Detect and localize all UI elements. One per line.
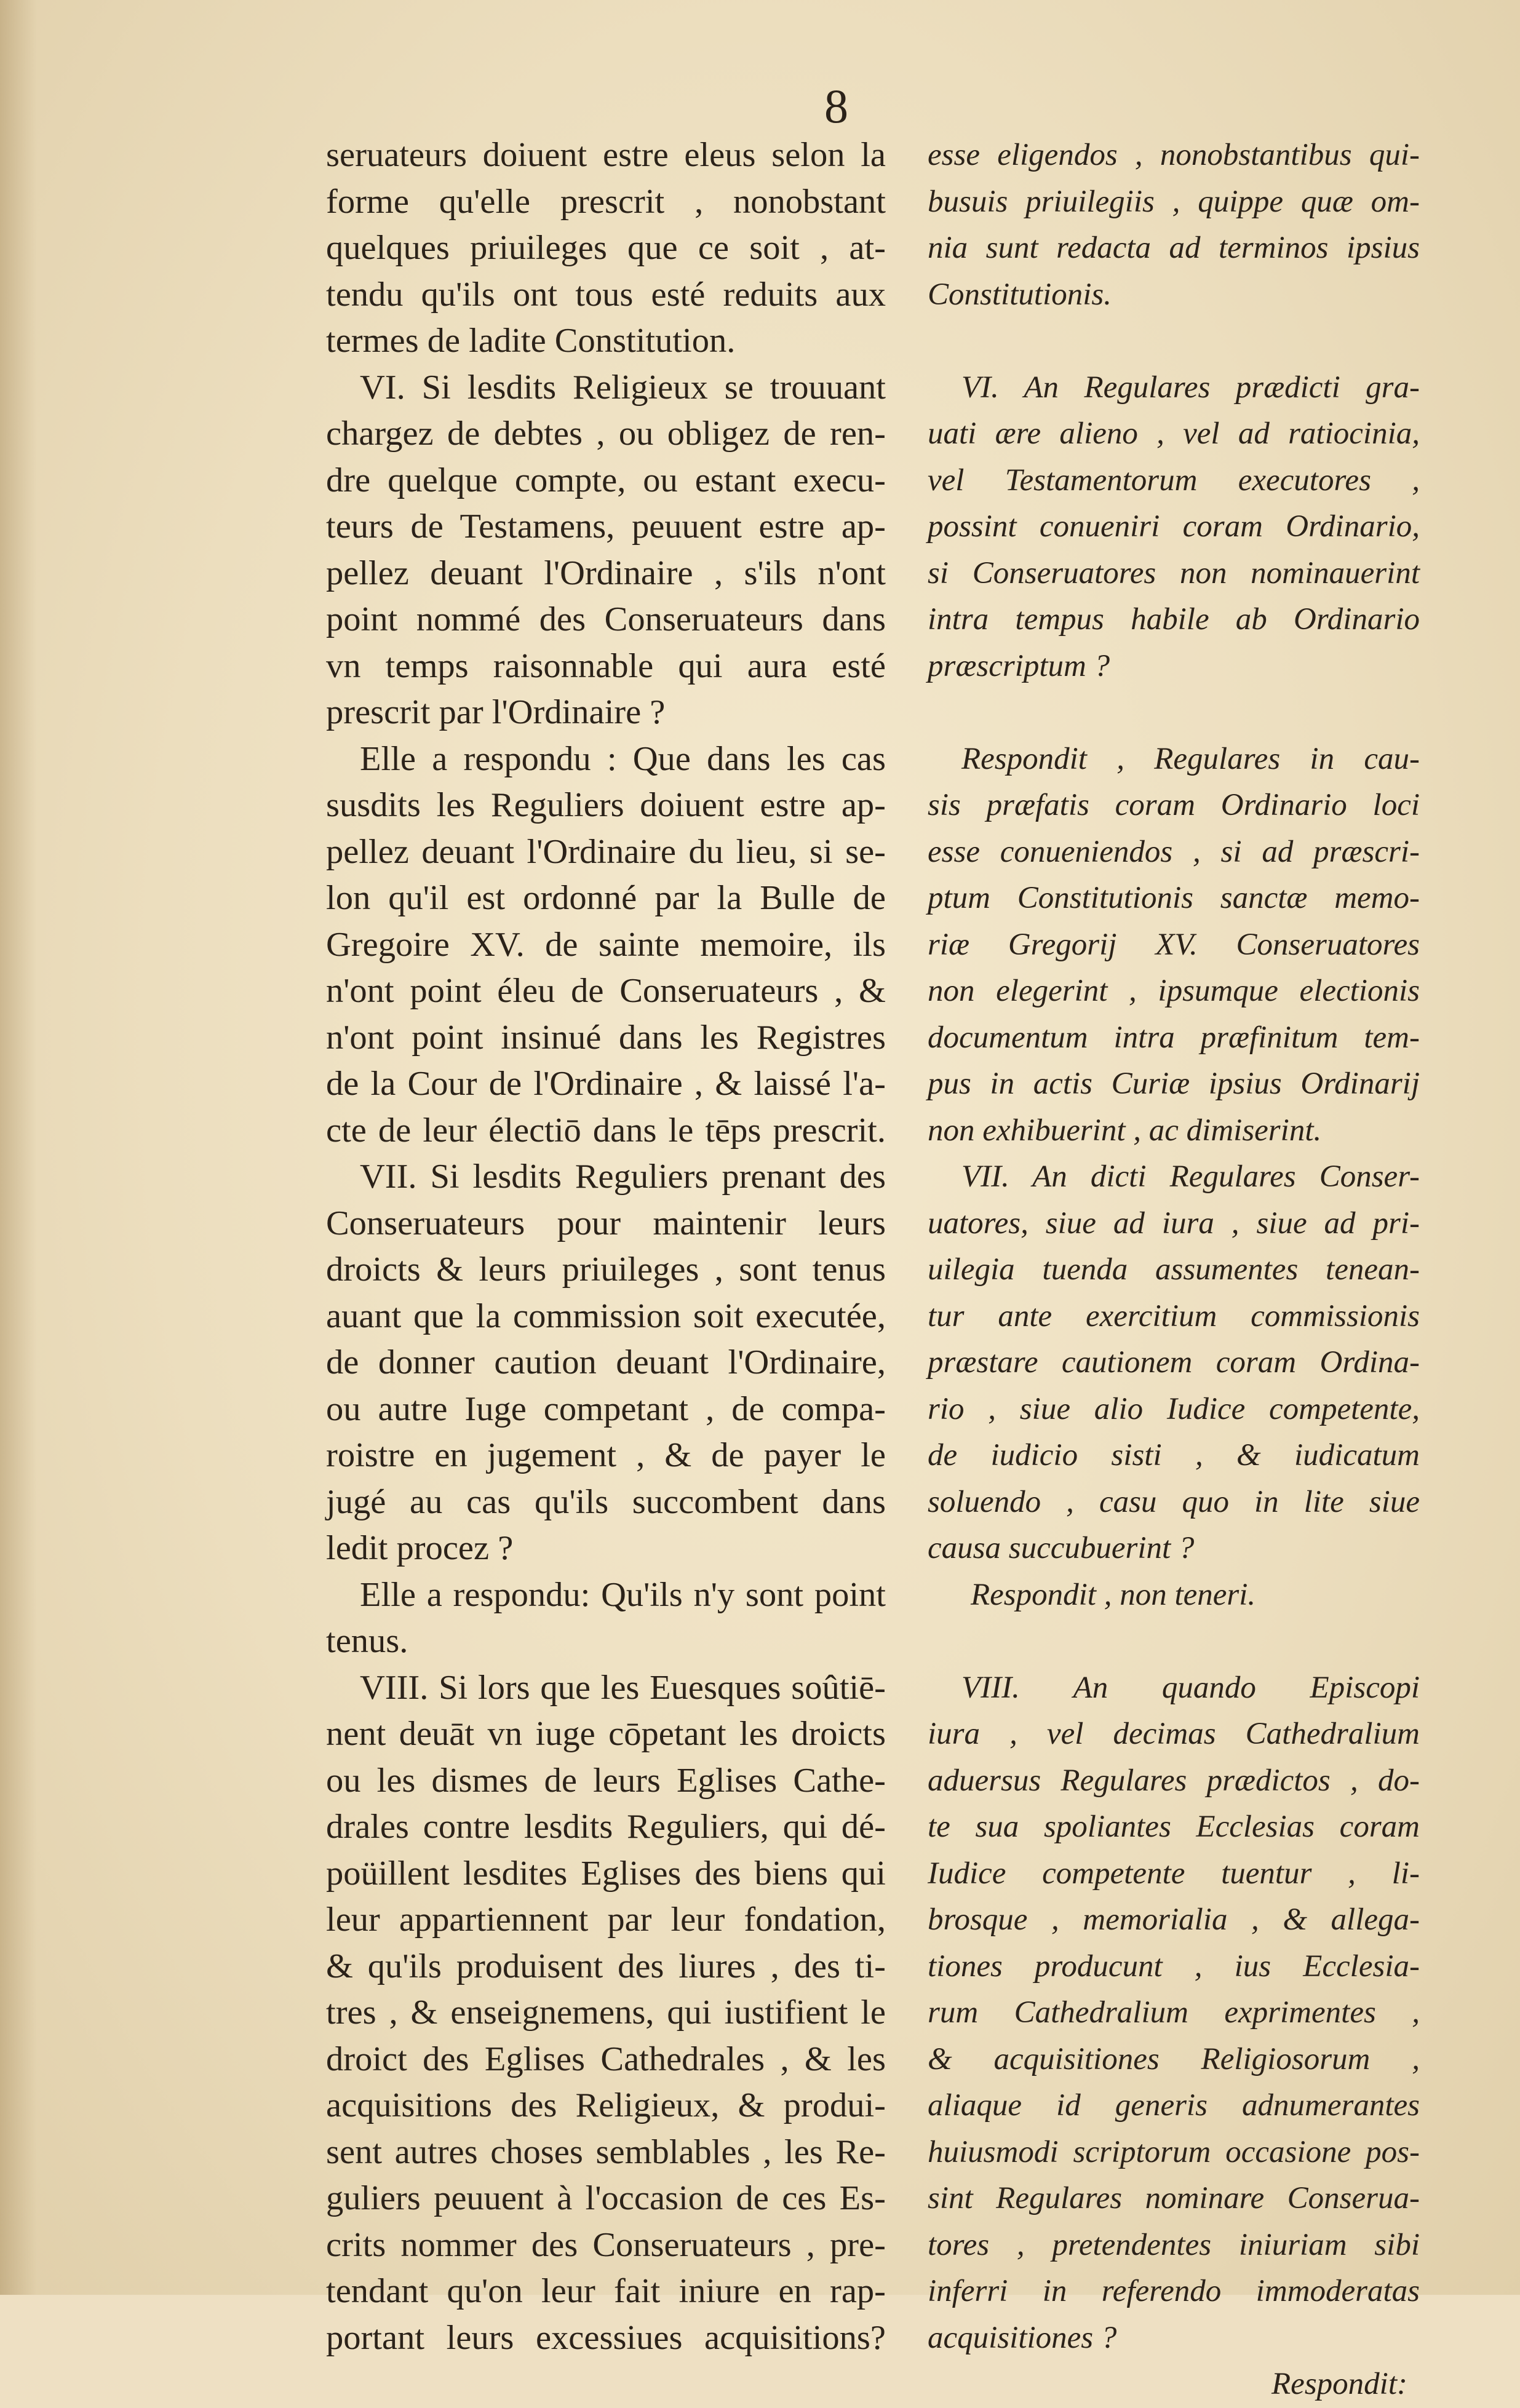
text-line: forme qu'elle prescrit , nonobstant: [326, 182, 886, 221]
latin-column: [928, 132, 1420, 2408]
text-line: non exhibuerint , ac dimiserint.: [928, 1113, 1322, 1148]
text-line: auant que la commission soit executée,: [326, 1297, 886, 1335]
french-column: [326, 132, 886, 2361]
text-line: si Conseruatores non nominauerint: [928, 555, 1420, 590]
blank-line: [928, 1618, 1420, 1665]
text-line: quelques priuileges que ce soit , at-: [326, 229, 886, 267]
text-line: esse conueniendos , si ad præscri-: [928, 834, 1420, 869]
text-line: acquisitiones ?: [928, 2320, 1117, 2355]
text-line: inferri in referendo immoderatas: [928, 2274, 1420, 2308]
text-line: tendu qu'ils ont tous esté reduits aux: [326, 275, 886, 314]
text-line: ptum Constitutionis sanctæ memo-: [928, 881, 1420, 915]
text-line: sis præfatis coram Ordinario loci: [928, 788, 1420, 822]
text-line: aliaque id generis adnumerantes: [928, 2088, 1420, 2123]
text-line: guliers peuuent à l'occasion de ces Es-: [326, 2179, 886, 2217]
text-line: droicts & leurs priuileges , sont tenus: [326, 1250, 886, 1289]
text-line: pellez deuant l'Ordinaire du lieu, si se-: [326, 832, 886, 871]
text-line: brosque , memorialia , & allega-: [928, 1902, 1420, 1937]
text-line: portant leurs excessiues acquisitions?: [326, 2318, 886, 2357]
response-line: Respondit , Regulares in cau-: [961, 741, 1420, 776]
text-line: præstare cautionem coram Ordina-: [928, 1345, 1420, 1380]
response-line: Elle a respondu: Qu'ils n'y sont point: [360, 1575, 886, 1614]
article-heading-vi: VI. Si lesdits Religieux se trouuant: [360, 368, 886, 407]
text-line: vel Testamentorum executores ,: [928, 463, 1420, 498]
page-edge-stain: [0, 0, 37, 2295]
text-line: jugé au cas qu'ils succombent dans: [326, 1482, 886, 1521]
text-line: & acquisitiones Religiosorum ,: [928, 2041, 1420, 2076]
text-line: uati ære alieno , vel ad ratiocinia,: [928, 416, 1420, 451]
text-line: soluendo , casu quo in lite siue: [928, 1484, 1420, 1519]
text-line: uatores, siue ad iura , siue ad pri-: [928, 1206, 1420, 1241]
text-line: sent autres choses semblables , les Re-: [326, 2132, 886, 2171]
text-line: seruateurs doiuent estre eleus selon la: [326, 136, 886, 174]
text-line: dre quelque compte, ou estant execu-: [326, 461, 886, 499]
text-line: droict des Eglises Cathedrales , & les: [326, 2040, 886, 2078]
blank-line: [928, 318, 1420, 365]
text-line: roistre en jugement , & de payer le: [326, 1436, 886, 1474]
text-line: tores , pretendentes iniuriam sibi: [928, 2227, 1420, 2262]
text-line: causa succubuerint ?: [928, 1531, 1195, 1565]
text-line: intra tempus habile ab Ordinario: [928, 602, 1420, 637]
text-line: tenus.: [326, 1622, 408, 1660]
text-line: Gregoire XV. de sainte memoire, ils: [326, 925, 886, 964]
text-line: teurs de Testamens, peuuent estre ap-: [326, 507, 886, 546]
text-line: rio , siue alio Iudice competente,: [928, 1391, 1420, 1426]
article-heading-vi: VI. An Regulares prædicti gra-: [961, 370, 1420, 405]
text-line: tres , & enseignemens, qui iustifient le: [326, 1993, 886, 2032]
text-line: chargez de debtes , ou obligez de ren-: [326, 415, 886, 453]
text-line: termes de ladite Constitution.: [326, 322, 736, 360]
text-line: n'ont point éleu de Conseruateurs , &: [326, 972, 886, 1010]
text-line: non elegerint , ipsumque electionis: [928, 974, 1420, 1008]
text-line: ou les dismes de leurs Eglises Cathe-: [326, 1761, 886, 1800]
text-line: n'ont point insinué dans les Registres: [326, 1018, 886, 1057]
article-heading-vii: VII. Si lesdits Reguliers prenant des: [360, 1158, 886, 1196]
text-line: possint conueniri coram Ordinario,: [928, 509, 1420, 544]
text-line: tur ante exercitium commissionis: [928, 1298, 1420, 1333]
text-line: esse eligendos , nonobstantibus qui-: [928, 138, 1420, 172]
text-line: tendant qu'on leur fait iniure en rap-: [326, 2272, 886, 2310]
text-line: busuis priuilegiis , quippe quæ om-: [928, 184, 1420, 219]
blank-line: [928, 689, 1420, 736]
text-line: point nommé des Conseruateurs dans: [326, 600, 886, 638]
text-line: tiones producunt , ius Ecclesia-: [928, 1949, 1420, 1984]
text-line: ou autre Iuge competant , de compa-: [326, 1389, 886, 1428]
text-line: pus in actis Curiæ ipsius Ordinarij: [928, 1067, 1420, 1101]
text-line: iura , vel decimas Cathedralium: [928, 1717, 1420, 1751]
text-line: Conseruateurs pour maintenir leurs: [326, 1204, 886, 1242]
text-line: de iudicio sisti , & iudicatum: [928, 1438, 1420, 1472]
text-line: drales contre lesdits Reguliers, qui dé-: [326, 1808, 886, 1846]
text-line: nia sunt redacta ad terminos ipsius: [928, 231, 1420, 265]
text-line: aduersus Regulares prædictos , do-: [928, 1763, 1420, 1798]
text-line: præscriptum ?: [928, 648, 1110, 683]
response-line: Respondit , non teneri.: [971, 1577, 1256, 1612]
text-line: ledit procez ?: [326, 1529, 514, 1567]
text-line: poüillent lesdites Eglises des biens qui: [326, 1854, 886, 1893]
text-line: uilegia tuenda assumentes tenean-: [928, 1252, 1420, 1287]
text-line: vn temps raisonnable qui aura esté: [326, 646, 886, 685]
text-line: rum Cathedralium exprimentes ,: [928, 1995, 1420, 2030]
text-line: susdits les Reguliers doiuent estre ap-: [326, 786, 886, 824]
text-line: de donner caution deuant l'Ordinaire,: [326, 1343, 886, 1381]
text-line: prescrit par l'Ordinaire ?: [326, 693, 666, 731]
article-heading-vii: VII. An dicti Regulares Conser-: [961, 1159, 1420, 1194]
article-heading-viii: VIII. An quando Episcopi: [961, 1670, 1420, 1705]
text-line: & qu'ils produisent des liures , des ti-: [326, 1947, 886, 1985]
text-line: Constitutionis.: [928, 277, 1112, 312]
article-heading-viii: VIII. Si lors que les Euesques soûtiē-: [360, 1668, 886, 1707]
text-line: de la Cour de l'Ordinaire , & laissé l'a-: [326, 1065, 886, 1103]
text-line: lon qu'il est ordonné par la Bulle de: [326, 879, 886, 917]
text-line: sint Regulares nominare Conserua-: [928, 2181, 1420, 2215]
text-line: nent deuāt vn iuge cōpetant les droicts: [326, 1715, 886, 1753]
text-line: documentum intra præfinitum tem-: [928, 1020, 1420, 1055]
catchword: Respondit:: [1271, 2367, 1407, 2401]
text-line: pellez deuant l'Ordinaire , s'ils n'ont: [326, 554, 886, 592]
response-line: Elle a respondu : Que dans les cas: [360, 739, 886, 778]
text-line: cte de leur électiō dans le tēps prescrit.: [326, 1111, 886, 1150]
text-line: acquisitions des Religieux, & produi-: [326, 2086, 886, 2124]
text-line: crits nommer des Conseruateurs , pre-: [326, 2225, 886, 2264]
text-line: Iudice competente tuentur , li-: [928, 1856, 1420, 1891]
text-line: leur appartiennent par leur fondation,: [326, 1901, 886, 1939]
text-line: te sua spoliantes Ecclesias coram: [928, 1810, 1420, 1844]
page-number: 8: [824, 79, 850, 133]
text-line: riæ Gregorij XV. Conseruatores: [928, 927, 1420, 962]
text-line: huiusmodi scriptorum occasione pos-: [928, 2134, 1420, 2169]
